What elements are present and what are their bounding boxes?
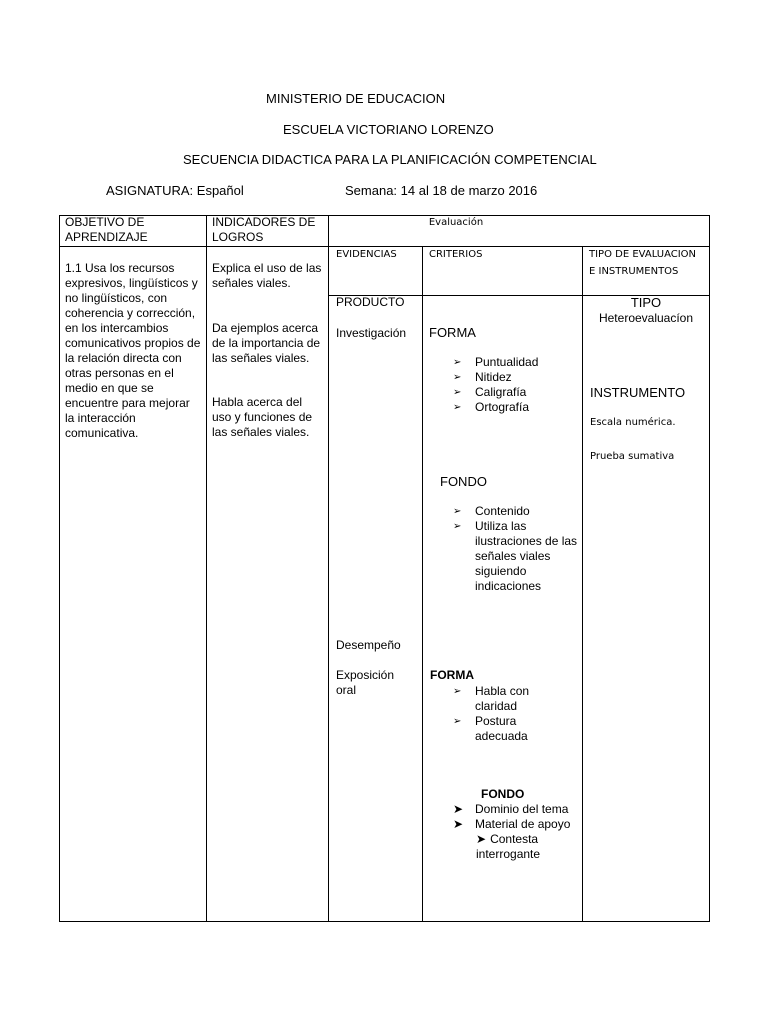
school-name: ESCUELA VICTORIANO LORENZO <box>283 122 494 137</box>
list-item: ➢ Postura adecuada <box>453 714 528 743</box>
ministry-title: MINISTERIO DE EDUCACION <box>266 91 446 106</box>
document-title: SECUENCIA DIDACTICA PARA LA PLANIFICACIÓN COMPETENCIAL <box>183 152 597 167</box>
arrowhead-bullet-icon: ➤ <box>476 832 487 846</box>
arrowhead-bullet-icon: ➢ <box>453 372 462 383</box>
arrowhead-bullet-icon: ➢ <box>453 387 462 398</box>
evaluation-type-header: TIPO DE EVALUACION E INSTRUMENTOS <box>589 249 697 277</box>
performance-label: Desempeño <box>336 638 401 652</box>
table-col-divider <box>422 246 423 922</box>
list-item: ➢ Ortografía <box>453 400 530 414</box>
week-label: Semana: 14 al 18 de marzo 2016 <box>345 183 538 198</box>
instrument-item: Prueba sumativa <box>590 451 675 462</box>
form-criteria-list <box>453 684 553 744</box>
table-border-left <box>59 215 60 922</box>
list-item: ➢ Habla con claridad <box>453 684 530 713</box>
evaluation-type-value: Heteroevaluacíon <box>598 311 694 325</box>
arrowhead-bullet-icon: ➢ <box>453 716 462 727</box>
content-criteria-list <box>453 802 581 832</box>
objective-header: OBJETIVO DE APRENDIZAJE <box>65 215 148 244</box>
list-item: ➢ Contenido <box>453 504 530 518</box>
research-label: Investigación <box>336 326 407 340</box>
instrument-item: Escala numérica. <box>590 417 676 428</box>
arrowhead-bullet-icon: ➤ <box>453 817 464 831</box>
arrowhead-bullet-icon: ➢ <box>453 521 462 532</box>
arrowhead-bullet-icon: ➢ <box>453 402 462 413</box>
criteria-header: CRITERIOS <box>429 249 483 260</box>
list-item: ➢ Caligrafía <box>453 385 527 399</box>
table-border-bottom <box>59 921 710 922</box>
arrowhead-bullet-icon: ➢ <box>453 357 462 368</box>
form-heading: FORMA <box>430 668 474 682</box>
indicator-item: Da ejemplos acerca de la importancia de las señales viales. <box>212 321 321 365</box>
oral-presentation-label: Exposición oral <box>336 668 395 697</box>
content-heading: FONDO <box>481 787 525 801</box>
table-col-divider <box>582 246 583 922</box>
table-col-divider <box>206 215 207 922</box>
instrument-heading: INSTRUMENTO <box>590 385 686 400</box>
type-label: TIPO <box>630 295 662 310</box>
indicators-header: INDICADORES DE LOGROS <box>212 215 316 244</box>
list-item: ➤ Dominio del tema <box>453 802 569 816</box>
list-item: ➤ Contesta interrogante <box>476 832 541 861</box>
content-criteria-list <box>453 504 578 594</box>
subject-label: ASIGNATURA: Español <box>106 183 244 198</box>
arrowhead-bullet-icon: ➤ <box>453 802 464 816</box>
table-border-right <box>709 215 710 922</box>
list-item: ➢ Nitidez <box>453 370 512 384</box>
evidence-header: EVIDENCIAS <box>336 249 397 260</box>
product-label: PRODUCTO <box>336 295 405 309</box>
list-item: ➢ Puntualidad <box>453 355 539 369</box>
indicator-item: Habla acerca del uso y funciones de las señales viales. <box>212 395 313 439</box>
arrowhead-bullet-icon: ➢ <box>453 506 462 517</box>
evaluation-header: Evaluación <box>428 217 484 228</box>
table-col-divider <box>328 215 329 922</box>
list-item: ➢ Utiliza las ilustraciones de las señales viales siguiendo indicaciones <box>453 519 578 593</box>
content-heading: FONDO <box>440 474 487 489</box>
form-heading: FORMA <box>429 325 476 340</box>
arrowhead-bullet-icon: ➢ <box>453 686 462 697</box>
indicator-item: Explica el uso de las señales viales. <box>212 261 322 290</box>
form-criteria-list <box>453 355 573 415</box>
list-item: ➤ Material de apoyo <box>453 817 571 831</box>
learning-objective: 1.1 Usa los recursos expresivos, lingüísticos y no lingüísticos, con coherencia y corrección, en los intercambios comunicativos propios de la relación directa con otras personas en el medio en que se encuentre para mejorar la interacción comunicativa. <box>65 261 201 440</box>
